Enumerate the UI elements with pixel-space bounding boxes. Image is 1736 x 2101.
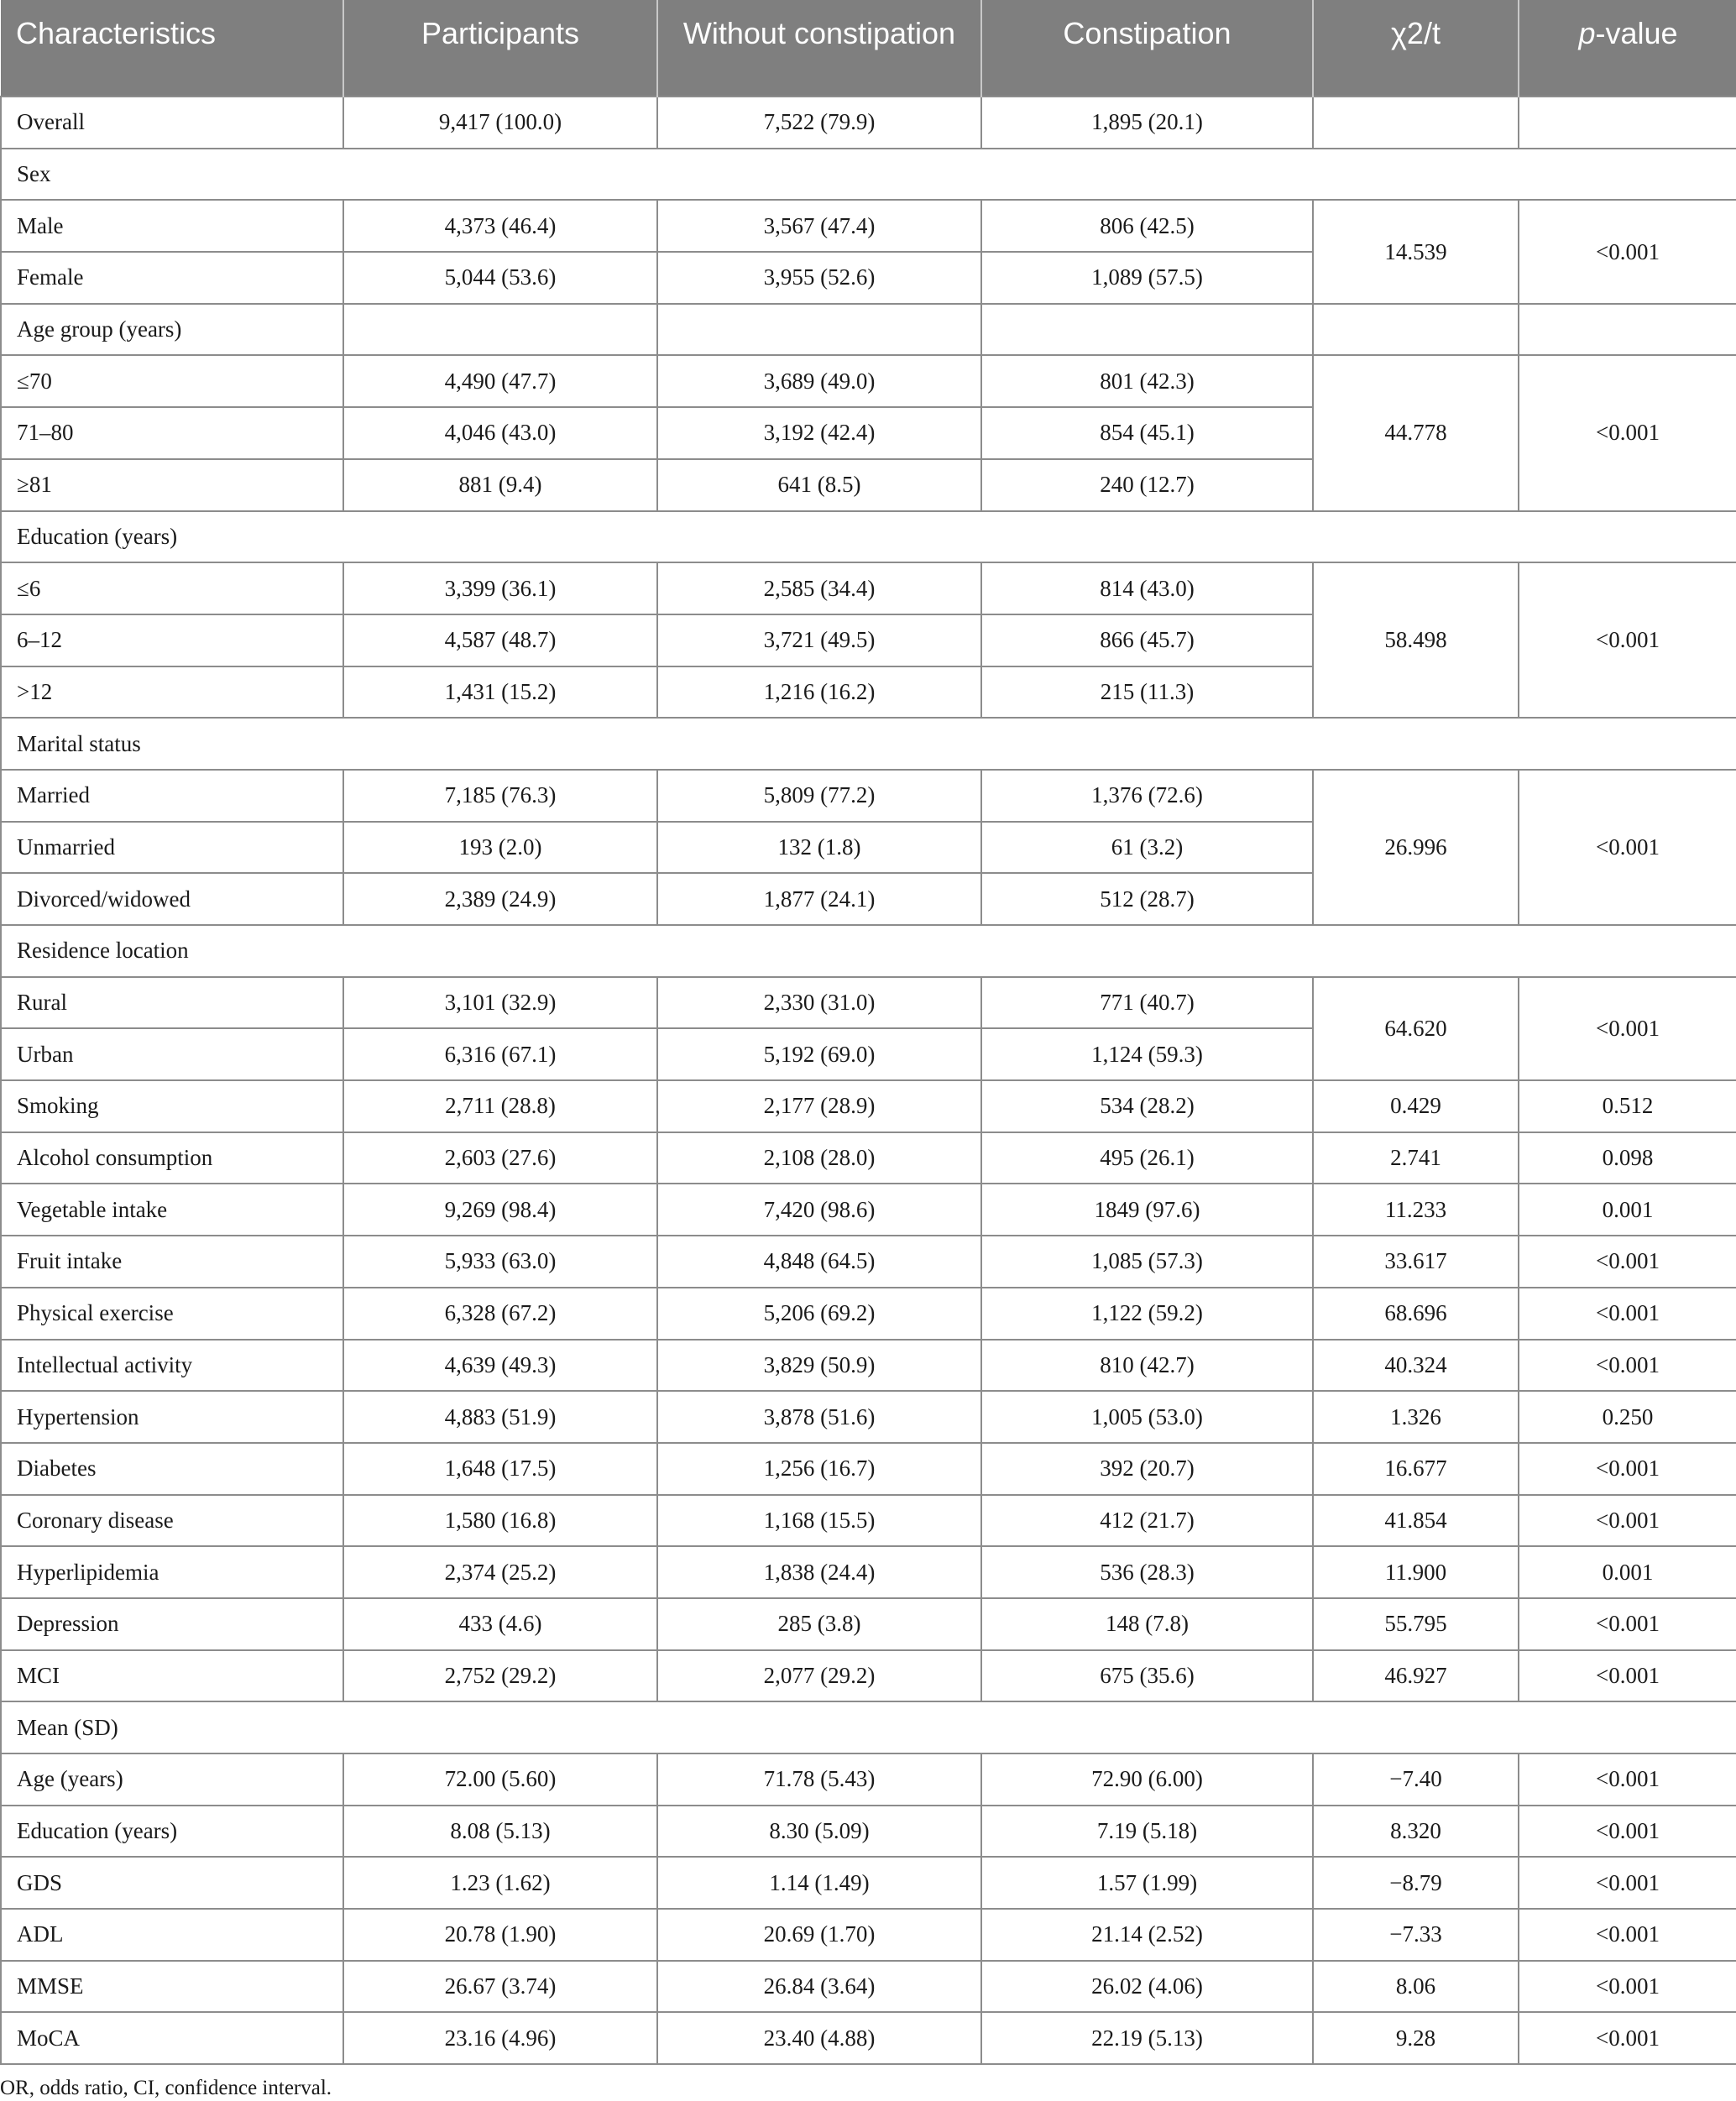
cell-constipation: 866 (45.7) (981, 614, 1313, 666)
row-label: Male (1, 200, 343, 252)
table-footnote: OR, odds ratio, CI, confidence interval. (0, 2077, 332, 2099)
cell-statistic: 1.326 (1313, 1391, 1519, 1443)
header-participants: Participants (343, 0, 657, 97)
empty-cell (1519, 304, 1736, 356)
section-label: Mean (SD) (1, 1701, 1736, 1753)
cell-p: <0.001 (1519, 1857, 1736, 1909)
table-row (1, 562, 1736, 614)
cell-participants: 2,374 (25.2) (343, 1546, 657, 1598)
cell-participants: 2,389 (24.9) (343, 873, 657, 925)
cell-participants: 9,269 (98.4) (343, 1184, 657, 1236)
cell-without: 1,168 (15.5) (657, 1495, 981, 1547)
cell-constipation: 1,124 (59.3) (981, 1028, 1313, 1080)
header-constipation: Constipation (981, 0, 1313, 97)
cell-participants: 1,648 (17.5) (343, 1443, 657, 1495)
cell-without: 5,809 (77.2) (657, 770, 981, 822)
cell-statistic: 44.778 (1313, 355, 1519, 510)
cell-p: <0.001 (1519, 355, 1736, 510)
cell-statistic: 58.498 (1313, 562, 1519, 718)
row-label: >12 (1, 666, 343, 719)
cell-participants: 193 (2.0) (343, 822, 657, 874)
cell-constipation: 21.14 (2.52) (981, 1909, 1313, 1961)
cell-participants: 9,417 (100.0) (343, 97, 657, 149)
row-label: MoCA (1, 2012, 343, 2064)
row-label: Alcohol consumption (1, 1132, 343, 1184)
section-label: Marital status (1, 718, 1736, 770)
row-label: Hyperlipidemia (1, 1546, 343, 1598)
row-label: ≤6 (1, 562, 343, 614)
cell-constipation: 1,085 (57.3) (981, 1236, 1313, 1288)
cell-constipation: 1,122 (59.2) (981, 1288, 1313, 1340)
row-label: Rural (1, 977, 343, 1029)
cell-p: <0.001 (1519, 1495, 1736, 1547)
cell-statistic: 64.620 (1313, 977, 1519, 1080)
cell-p: <0.001 (1519, 1288, 1736, 1340)
cell-p: <0.001 (1519, 770, 1736, 925)
cell-participants: 26.67 (3.74) (343, 1961, 657, 2013)
row-label: Married (1, 770, 343, 822)
table-row (1, 97, 1736, 149)
cell-participants: 4,373 (46.4) (343, 200, 657, 252)
row-label: Divorced/widowed (1, 873, 343, 925)
row-label: 6–12 (1, 614, 343, 666)
row-label: Coronary disease (1, 1495, 343, 1547)
cell-without: 1,877 (24.1) (657, 873, 981, 925)
cell-participants: 4,587 (48.7) (343, 614, 657, 666)
cell-constipation: 814 (43.0) (981, 562, 1313, 614)
table-row (1, 1909, 1736, 1961)
cell-without: 2,108 (28.0) (657, 1132, 981, 1184)
cell-p: <0.001 (1519, 1753, 1736, 1806)
header-p-letter: p (1578, 16, 1596, 50)
cell-without: 2,330 (31.0) (657, 977, 981, 1029)
row-label: Vegetable intake (1, 1184, 343, 1236)
empty-cell (343, 304, 657, 356)
cell-p: <0.001 (1519, 1340, 1736, 1392)
cell-constipation: 1,089 (57.5) (981, 252, 1313, 304)
header-statistic: χ2/t (1313, 0, 1519, 97)
cell-without: 3,567 (47.4) (657, 200, 981, 252)
cell-constipation: 536 (28.3) (981, 1546, 1313, 1598)
cell-without: 3,689 (49.0) (657, 355, 981, 407)
cell-constipation: 215 (11.3) (981, 666, 1313, 719)
cell-without: 20.69 (1.70) (657, 1909, 981, 1961)
cell-constipation: 148 (7.8) (981, 1598, 1313, 1650)
cell-participants: 1,580 (16.8) (343, 1495, 657, 1547)
table-row (1, 355, 1736, 407)
row-label: Diabetes (1, 1443, 343, 1495)
cell-participants: 2,711 (28.8) (343, 1080, 657, 1132)
cell-p: 0.001 (1519, 1184, 1736, 1236)
table-row (1, 770, 1736, 822)
cell-statistic: −8.79 (1313, 1857, 1519, 1909)
cell-without: 3,192 (42.4) (657, 407, 981, 459)
cell-constipation: 1,895 (20.1) (981, 97, 1313, 149)
cell-constipation: 26.02 (4.06) (981, 1961, 1313, 2013)
cell-without: 7,420 (98.6) (657, 1184, 981, 1236)
cell-without: 71.78 (5.43) (657, 1753, 981, 1806)
cell-p: <0.001 (1519, 1650, 1736, 1702)
cell-constipation: 392 (20.7) (981, 1443, 1313, 1495)
cell-without: 1,216 (16.2) (657, 666, 981, 719)
cell-without: 5,206 (69.2) (657, 1288, 981, 1340)
cell-statistic: 2.741 (1313, 1132, 1519, 1184)
cell-constipation: 61 (3.2) (981, 822, 1313, 874)
table-row (1, 1961, 1736, 2013)
cell-participants: 5,933 (63.0) (343, 1236, 657, 1288)
row-label: Depression (1, 1598, 343, 1650)
cell-p: <0.001 (1519, 1598, 1736, 1650)
table-row (1, 1184, 1736, 1236)
table-row (1, 2012, 1736, 2064)
section-label: Education (years) (1, 511, 1736, 563)
row-label: Female (1, 252, 343, 304)
cell-statistic: −7.33 (1313, 1909, 1519, 1961)
cell-without: 1,838 (24.4) (657, 1546, 981, 1598)
cell-constipation: 806 (42.5) (981, 200, 1313, 252)
row-label: Physical exercise (1, 1288, 343, 1340)
cell-participants: 3,101 (32.9) (343, 977, 657, 1029)
table-row (1, 1391, 1736, 1443)
cell-participants: 72.00 (5.60) (343, 1753, 657, 1806)
row-label: Education (years) (1, 1806, 343, 1858)
row-label: Age (years) (1, 1753, 343, 1806)
table-row (1, 1495, 1736, 1547)
cell-p: 0.001 (1519, 1546, 1736, 1598)
cell-statistic: 40.324 (1313, 1340, 1519, 1392)
cell-p: <0.001 (1519, 200, 1736, 303)
cell-without: 8.30 (5.09) (657, 1806, 981, 1858)
cell-p: <0.001 (1519, 1236, 1736, 1288)
row-label: Unmarried (1, 822, 343, 874)
cell-participants: 1.23 (1.62) (343, 1857, 657, 1909)
table-row (1, 1857, 1736, 1909)
table-row (1, 1340, 1736, 1392)
cell-statistic: 11.900 (1313, 1546, 1519, 1598)
cell-without: 285 (3.8) (657, 1598, 981, 1650)
section-label: Residence location (1, 925, 1736, 977)
empty-cell (1313, 304, 1519, 356)
section-row (1, 1701, 1736, 1753)
row-label: ADL (1, 1909, 343, 1961)
cell-without: 26.84 (3.64) (657, 1961, 981, 2013)
cell-statistic: 68.696 (1313, 1288, 1519, 1340)
table-row (1, 1753, 1736, 1806)
cell-participants: 1,431 (15.2) (343, 666, 657, 719)
section-row (1, 511, 1736, 563)
cell-participants: 4,490 (47.7) (343, 355, 657, 407)
cell-without: 132 (1.8) (657, 822, 981, 874)
cell-without: 2,077 (29.2) (657, 1650, 981, 1702)
cell-statistic: 14.539 (1313, 200, 1519, 303)
cell-without: 3,829 (50.9) (657, 1340, 981, 1392)
cell-participants: 433 (4.6) (343, 1598, 657, 1650)
cell-participants: 3,399 (36.1) (343, 562, 657, 614)
table-row (1, 1443, 1736, 1495)
cell-participants: 4,883 (51.9) (343, 1391, 657, 1443)
cell-statistic: 26.996 (1313, 770, 1519, 925)
cell-without: 4,848 (64.5) (657, 1236, 981, 1288)
cell-constipation: 1,005 (53.0) (981, 1391, 1313, 1443)
row-label: 71–80 (1, 407, 343, 459)
cell-without: 3,878 (51.6) (657, 1391, 981, 1443)
row-label: Urban (1, 1028, 343, 1080)
cell-constipation: 412 (21.7) (981, 1495, 1313, 1547)
cell-participants: 2,603 (27.6) (343, 1132, 657, 1184)
row-label: ≤70 (1, 355, 343, 407)
cell-constipation: 810 (42.7) (981, 1340, 1313, 1392)
cell-constipation: 771 (40.7) (981, 977, 1313, 1029)
cell-p: <0.001 (1519, 2012, 1736, 2064)
cell-without: 641 (8.5) (657, 459, 981, 511)
cell-statistic: 9.28 (1313, 2012, 1519, 2064)
cell-statistic (1313, 97, 1519, 149)
table-row (1, 1546, 1736, 1598)
cell-without: 2,585 (34.4) (657, 562, 981, 614)
cell-without: 7,522 (79.9) (657, 97, 981, 149)
cell-participants: 4,639 (49.3) (343, 1340, 657, 1392)
cell-p: <0.001 (1519, 1961, 1736, 2013)
cell-statistic: 0.429 (1313, 1080, 1519, 1132)
table-row (1, 1080, 1736, 1132)
cell-constipation: 1849 (97.6) (981, 1184, 1313, 1236)
header-characteristics: Characteristics (1, 0, 343, 97)
row-label: ≥81 (1, 459, 343, 511)
cell-statistic: 46.927 (1313, 1650, 1519, 1702)
table-row (1, 1650, 1736, 1702)
header-p-value (1519, 0, 1736, 97)
row-label: Fruit intake (1, 1236, 343, 1288)
cell-participants: 8.08 (5.13) (343, 1806, 657, 1858)
row-label: MMSE (1, 1961, 343, 2013)
row-label: Intellectual activity (1, 1340, 343, 1392)
cell-without: 3,955 (52.6) (657, 252, 981, 304)
header-p-suffix: -value (1595, 16, 1678, 50)
cell-p: 0.250 (1519, 1391, 1736, 1443)
cell-constipation: 22.19 (5.13) (981, 2012, 1313, 2064)
section-row (1, 718, 1736, 770)
cell-statistic: 55.795 (1313, 1598, 1519, 1650)
section-row (1, 149, 1736, 201)
table-row (1, 1598, 1736, 1650)
table-row (1, 200, 1736, 252)
table-row (1, 1132, 1736, 1184)
row-label: MCI (1, 1650, 343, 1702)
cell-constipation: 675 (35.6) (981, 1650, 1313, 1702)
cell-statistic: 11.233 (1313, 1184, 1519, 1236)
cell-participants: 881 (9.4) (343, 459, 657, 511)
cell-constipation: 854 (45.1) (981, 407, 1313, 459)
cell-statistic: 41.854 (1313, 1495, 1519, 1547)
cell-participants: 5,044 (53.6) (343, 252, 657, 304)
cell-p: 0.098 (1519, 1132, 1736, 1184)
empty-cell (657, 304, 981, 356)
cell-constipation: 240 (12.7) (981, 459, 1313, 511)
cell-constipation: 7.19 (5.18) (981, 1806, 1313, 1858)
empty-cell (981, 304, 1313, 356)
cell-participants: 6,328 (67.2) (343, 1288, 657, 1340)
cell-statistic: 8.320 (1313, 1806, 1519, 1858)
cell-without: 1,256 (16.7) (657, 1443, 981, 1495)
section-row (1, 304, 1736, 356)
row-label: Smoking (1, 1080, 343, 1132)
cell-constipation: 534 (28.2) (981, 1080, 1313, 1132)
cell-constipation: 512 (28.7) (981, 873, 1313, 925)
section-label: Sex (1, 149, 1736, 201)
cell-participants: 6,316 (67.1) (343, 1028, 657, 1080)
cell-statistic: 33.617 (1313, 1236, 1519, 1288)
cell-p: 0.512 (1519, 1080, 1736, 1132)
cell-p: <0.001 (1519, 1443, 1736, 1495)
cell-statistic: 16.677 (1313, 1443, 1519, 1495)
cell-constipation: 1,376 (72.6) (981, 770, 1313, 822)
cell-statistic: 8.06 (1313, 1961, 1519, 2013)
cell-without: 1.14 (1.49) (657, 1857, 981, 1909)
table-row (1, 1288, 1736, 1340)
cell-constipation: 801 (42.3) (981, 355, 1313, 407)
cell-participants: 20.78 (1.90) (343, 1909, 657, 1961)
cell-without: 23.40 (4.88) (657, 2012, 981, 2064)
cell-without: 5,192 (69.0) (657, 1028, 981, 1080)
cell-constipation: 1.57 (1.99) (981, 1857, 1313, 1909)
cell-without: 2,177 (28.9) (657, 1080, 981, 1132)
section-row (1, 925, 1736, 977)
cell-p: <0.001 (1519, 562, 1736, 718)
cell-constipation: 72.90 (6.00) (981, 1753, 1313, 1806)
table-row (1, 1806, 1736, 1858)
section-label: Age group (years) (1, 304, 343, 356)
row-label: Overall (1, 97, 343, 149)
row-label: GDS (1, 1857, 343, 1909)
cell-participants: 7,185 (76.3) (343, 770, 657, 822)
cell-participants: 23.16 (4.96) (343, 2012, 657, 2064)
cell-participants: 4,046 (43.0) (343, 407, 657, 459)
header-without-constipation: Without constipation (657, 0, 981, 97)
header-row (1, 0, 1736, 97)
cell-p: <0.001 (1519, 1806, 1736, 1858)
cell-statistic: −7.40 (1313, 1753, 1519, 1806)
cell-participants: 2,752 (29.2) (343, 1650, 657, 1702)
table-row (1, 1236, 1736, 1288)
cell-p (1519, 97, 1736, 149)
cell-p: <0.001 (1519, 977, 1736, 1080)
row-label: Hypertension (1, 1391, 343, 1443)
table-row (1, 977, 1736, 1029)
cell-constipation: 495 (26.1) (981, 1132, 1313, 1184)
cell-p: <0.001 (1519, 1909, 1736, 1961)
cell-without: 3,721 (49.5) (657, 614, 981, 666)
